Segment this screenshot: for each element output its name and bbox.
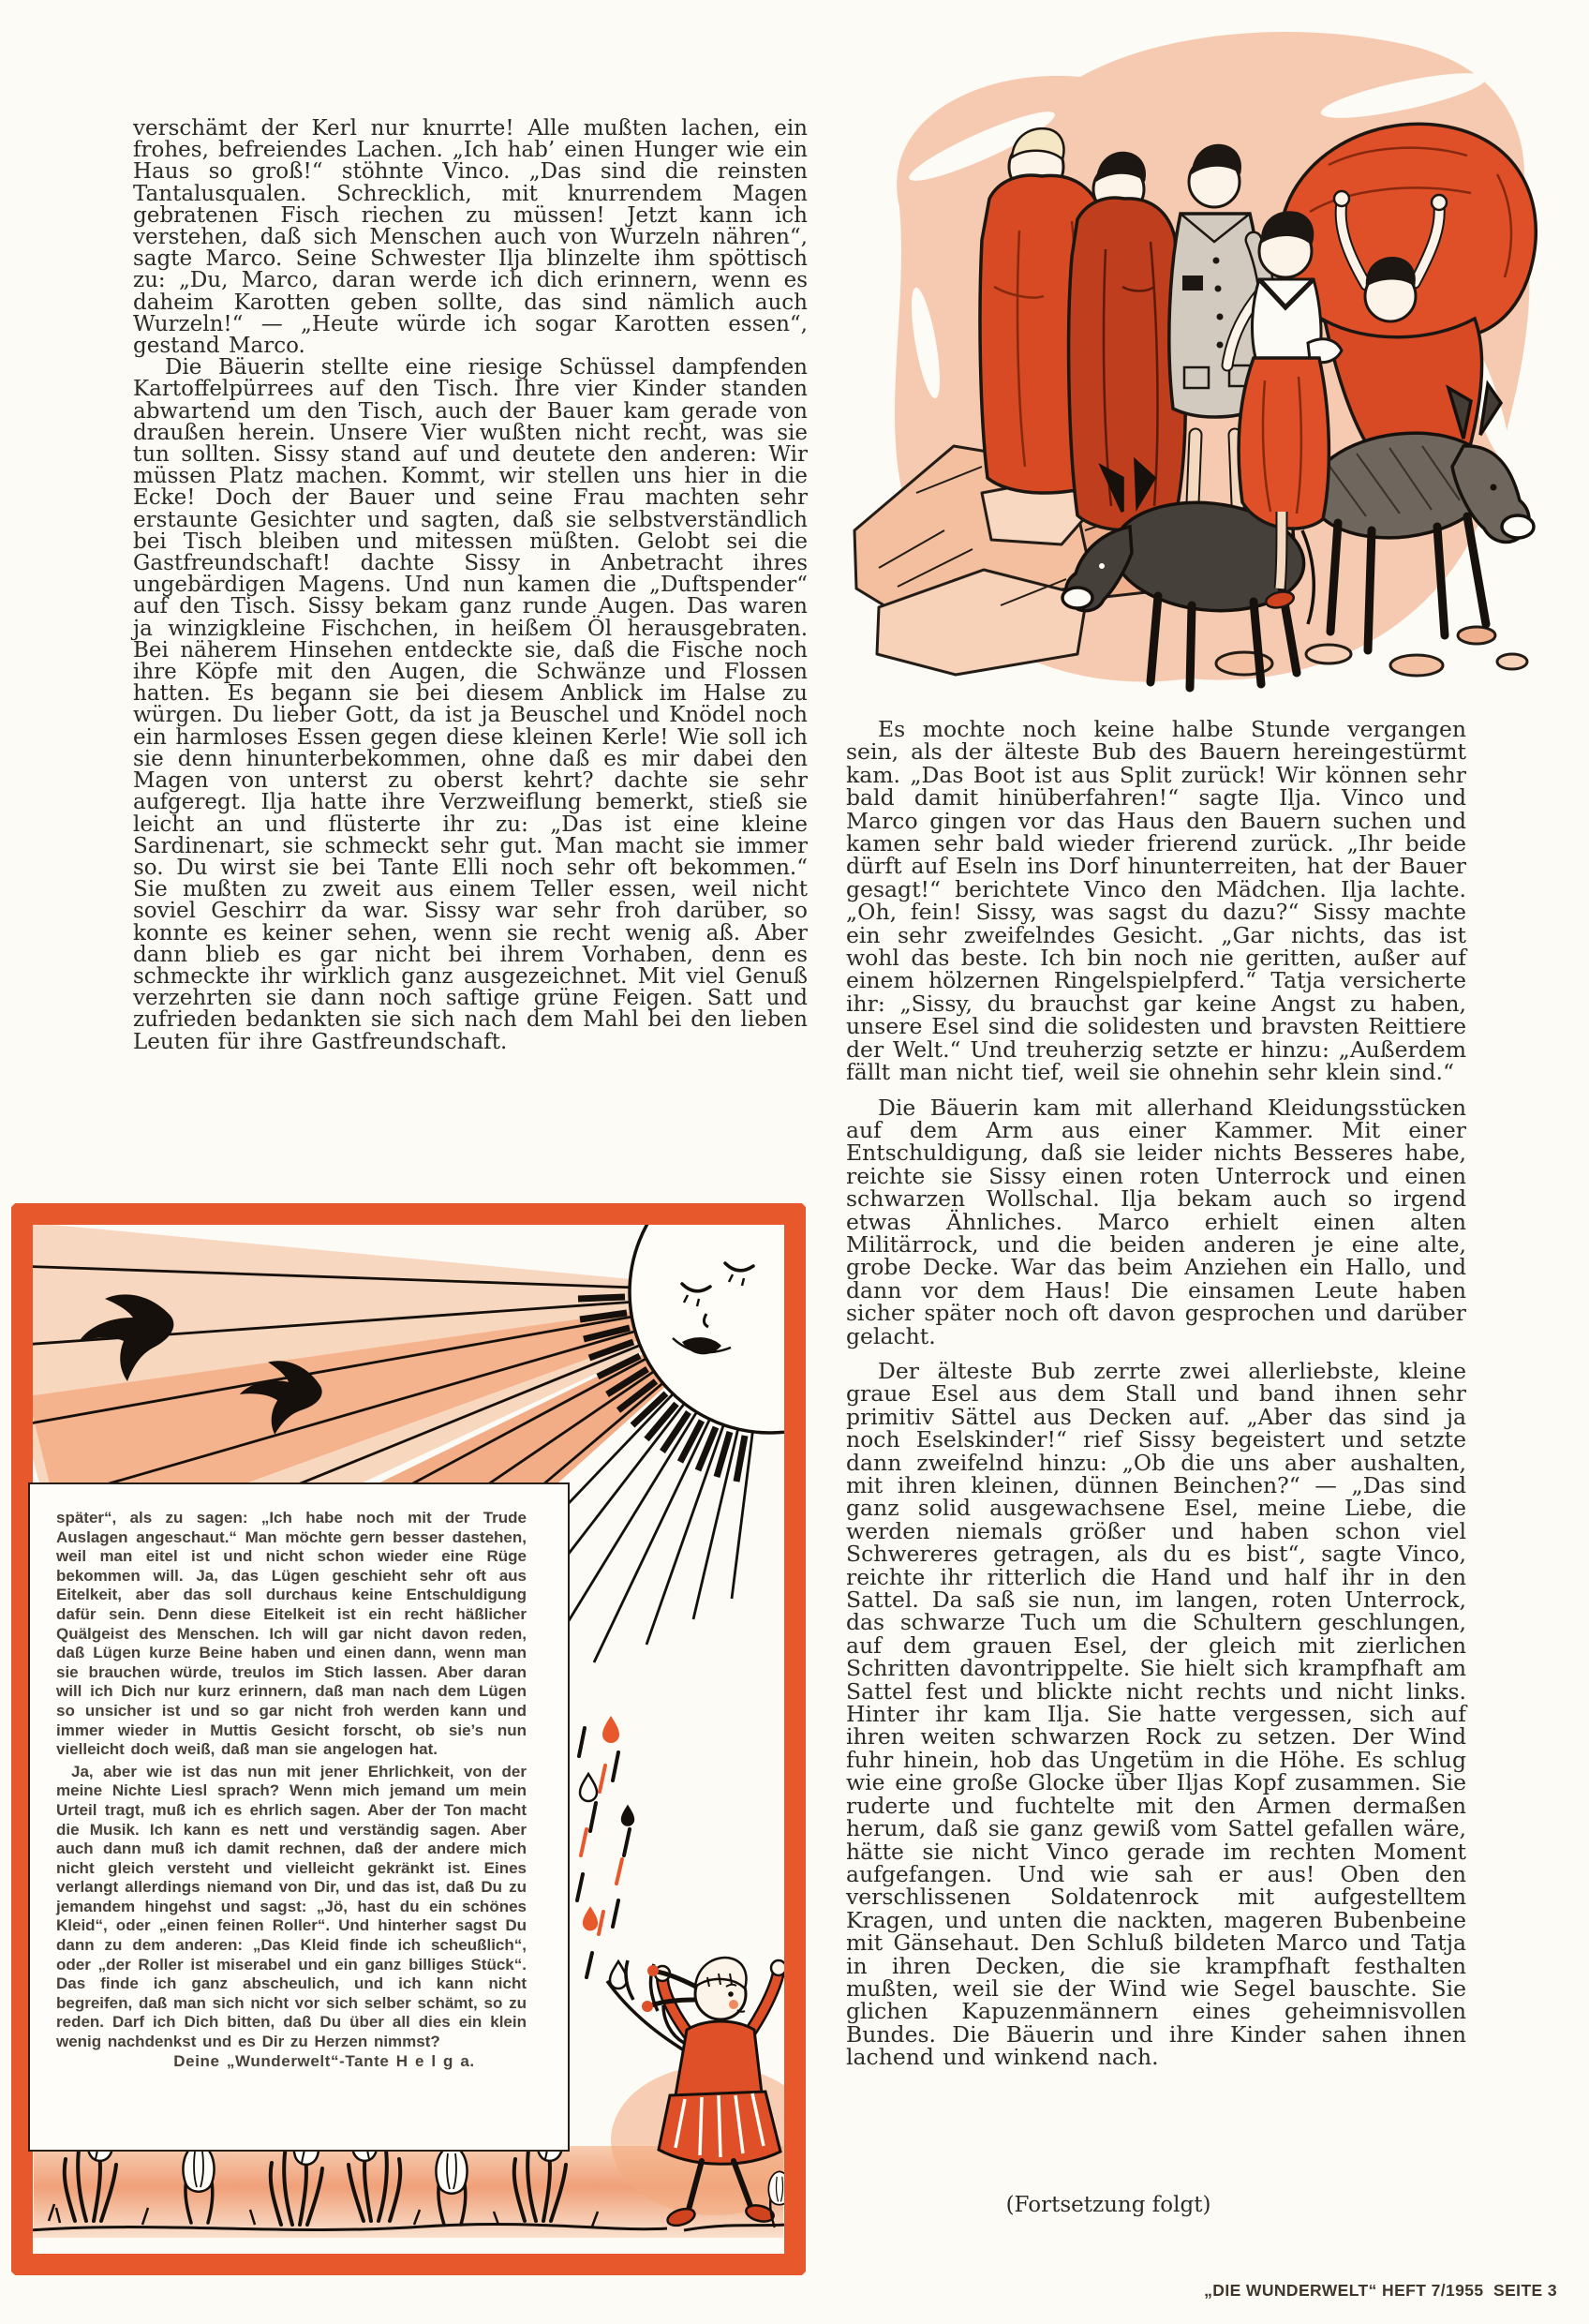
advice-paragraph: Ja, aber wie ist das nun mit jener Ehrlichkeit, von der meine Nichte Liesl sprach? Wenn mich jemand um mein Urteil tragt, muß ich es ehrlich sagen. Aber der Ton macht die Musik. Ich kann es nett und verständig sagen. Aber auch dann muß ich damit rechnen, daß der andere mich nicht gleich versteht und vielleicht gekränkt ist. Eines verlangt allerdings niemand von Dir, und das ist, daß Du zu jemandem hingehst und sagst: „Jö, hast du ein schönes Kleid“, oder „einen feinen Roller“. Und hinterher sagst Du dann zu dem anderen: „Das Kleid finde ich scheußlich“, oder „der Roller ist miserabel und ein ganz billiges Stück“. Das finde ich ganz abscheulich, und ich kann nicht begreifen, daß man sich nicht vor sich selber schämt, so zu reden. Darf ich Dich bitten, daß Du über all dies ein klein wenig nachdenkst und es Dir zu Herzen nimmst?: [56, 1762, 527, 2051]
raindrop-icon: [580, 1774, 597, 1801]
footer-credit: „DIE WUNDERWELT“ HEFT 7/1955 SEITE 3: [1204, 2281, 1557, 2300]
continuation-note: (Fortsetzung folgt): [1005, 2193, 1211, 2217]
advice-text-panel: [28, 1482, 570, 2152]
sun-icon: [630, 1203, 806, 1433]
children-and-donkeys-illustration: [841, 6, 1555, 701]
rain-streaks: [577, 1728, 630, 1977]
story-left-column: [133, 118, 808, 1053]
story-paragraph: Die Bäuerin kam mit allerhand Kleidungsstücken auf dem Arm aus einer Kammer. Mit einer Entschuldigung, daß sie leider nichts Besseres habe, reichte sie Sissy einen roten Unterrock und einen schwarzen Wollschal. Ilja bekam auch so irgend etwas Ähnliches. Marco erhielt einen alten Militärrock, und die beiden anderen je eine alte, grobe Decke. War das beim Anziehen ein Hallo, und dann vor dem Haus! Die einsamen Leute haben sicher später noch oft davon gesprochen und darüber gelacht.: [846, 1094, 1466, 1349]
story-right-column: [846, 718, 1466, 2069]
story-paragraph: Es mochte noch keine halbe Stunde vergangen sein, als der älteste Bub des Bauern hereingestürmt kam. „Das Boot ist aus Split zurück! Wir können sehr bald damit hinüberfahren!“ sagte Ilja. Vinco und Marco gingen vor das Haus den Bauern suchen und kamen sehr bald wieder frierend zurück. „Ihr beide dürft auf Eseln ins Dorf hinunterreiten, hat der Bauer gesagt!“ berichtete Vinco den Mädchen. Ilja lachte. „Oh, fein! Sissy, was sagst du dazu?“ Sissy machte ein sehr zweifelndes Gesicht. „Gar nichts, das ist wohl das beste. Ich bin noch nie geritten, außer auf einem hölzernen Ringelspielpferd.“ Tatja versicherte ihr: „Sissy, du brauchst gar keine Angst zu haben, unsere Esel sind die solidesten und bravsten Reittiere der Welt.“ Und treuherzig setzte er hinzu: „Außerdem fällt man nicht tief, weil sie ohnehin sehr klein sind.“: [846, 716, 1466, 1086]
advice-box: [11, 1203, 806, 2275]
raindrop-icon: [583, 1906, 598, 1930]
story-paragraph: Der älteste Bub zerrte zwei allerliebste, kleine graue Esel aus dem Stall und band ihnen sehr primitiv Sättel aus Decken auf. „Aber das sind ja noch Eselskinder!“ rief Sissy begeistert und setzte dann zweifelnd hinzu: „Ob die uns aber aushalten, mit ihren kleinen, dünnen Beinchen?“ — „Das sind ganz solid ausgewachsene Esel, meine Liebe, die werden niemals größer und haben schon viel Schwereres getragen, als du es bist“, sagte Vinco, reichte ihr ritterlich die Hand und half ihr in den Sattel. Da saß sie nun, im langen, roten Unterrock, das schwarze Tuch um die Schultern geschlungen, auf dem grauen Esel, der gleich mit zierlichen Schritten davontrippelte. Sie hielt sich krampfhaft am Sattel fest und blickte nicht rechts und nicht links. Hinter ihr kam Ilja. Sie hatte vergessen, sich auf ihren weiten schwarzen Rock zu setzen. Der Wind fuhr hinein, hob das Ungetüm in die Höhe. Es schlug wie eine große Glocke über Iljas Kopf zusammen. Sie ruderte und fuchtelte mit den Armen dermaßen herum, daß sie ganz gewiß vom Sattel gefallen wäre, hätte sie nicht Vinco gerade im rechten Moment aufgefangen. Und wie sah er aus! Oben den verschlissenen Soldatenrock mit aufgestelltem Kragen, und unten die nackten, mageren Bubenbeine mit Gänsehaut. Den Schluß bildeten Marco und Tatja in ihren Decken, die sie krampfhaft festhalten mußten, weil sie der Wind wie Segel bauschte. Sie glichen Kapuzenmännern eines geheimnisvollen Bundes. Die Bäuerin und ihre Kinder sahen ihnen lachend und winkend nach.: [846, 1357, 1466, 2071]
raindrop-icon: [602, 1716, 619, 1743]
advice-paragraph: später“, als zu sagen: „Ich habe noch mit der Trude Auslagen angeschaut.“ Man möchte gern besser dastehen, weil man eitel ist und nicht schon wieder eine Rüge bekommen will. Ja, das Lügen geschieht sehr oft aus Eitelkeit, aber das soll durchaus keine Entschuldigung dafür sein. Denn diese Eitelkeit ist ein recht häßlicher Quälgeist des Menschen. Ich will gar nicht davon reden, daß Lügen kurze Beine haben und einen dann, wenn man sie brauchen würde, treulos im Stich lassen. Aber daran will ich Dich nur kurz erinnern, daß man nach dem Lügen so unsicher ist und so gar nicht froh werden kann und immer wieder in Muttis Gesicht forscht, ob sie’s nun vielleicht doch weiß, daß man sie angelogen hat.: [56, 1509, 527, 1759]
raindrop-icon: [621, 1805, 634, 1826]
story-paragraph: verschämt der Kerl nur knurrte! Alle mußten lachen, ein frohes, befreiendes Lachen. „Ich hab’ einen Hunger wie ein Haus so groß!“ stöhnte Vinco. „Das sind die reinsten Tantalusqualen. Schrecklich, mit knurrendem Magen gebratenen Fisch riechen zu müssen! Jetzt kann ich verstehen, daß sich Menschen auch von Wurzeln nähren“, sagte Marco. Seine Schwester Ilja blinzelte ihm spöttisch zu: „Du, Marco, daran werde ich dich erinnern, wenn es daheim Karotten geben sollte, das sind nämlich auch Wurzeln!“ — „Heute würde ich sogar Karotten essen“, gestand Marco.: [133, 116, 808, 359]
advice-signature: Deine „Wunderwelt“-Tante H e l g a.: [173, 2051, 475, 2070]
story-paragraph: Die Bäuerin stellte eine riesige Schüssel dampfenden Kartoffelpürrees auf den Tisch. Ihre vier Kinder standen abwartend um den Tisch, auch der Bauer kam gerade von draußen herein. Unsere Vier wußten nicht recht, was sie tun sollten. Sissy stand auf und deutete den anderen: Wir müssen Platz machen. Kommt, wir stellen uns hier in die Ecke! Doch der Bauer und seine Frau machten sehr erstaunte Gesichter und sagten, daß sie selbstverständlich bei Tisch bleiben und mitessen müßten. Gelobt sei die Gastfreundschaft! dachte Sissy in Anbetracht ihres ungebärdigen Magens. Und nun kamen die „Duftspender“ auf den Tisch. Sissy bekam ganz runde Augen. Das waren ja winzigkleine Fischchen, in heißem Öl herausgebraten. Bei näherem Hinsehen entdeckte sie, daß die Fische noch ihre Köpfe mit den Augen, die Schwänze und Flossen hatten. Es begann sie bei diesem Anblick im Halse zu würgen. Du lieber Gott, da ist ja Beuschel und Knödel noch ein harmloses Essen gegen diese kleinen Kerle! Wie soll ich sie denn hinunterbekommen, ohne daß es mir dabei den Magen von unterst zu oberst kehrt? dachte sie sehr aufgeregt. Ilja hatte ihre Verzweiflung bemerkt, stieß sie leicht an und flüsterte ihr zu: „Das ist eine kleine Sardinenart, sie schmeckt sehr gut. Man macht sie immer so. Du wirst sie bei Tante Elli noch sehr oft bekommen.“ Sie mußten zu zweit aus einem Teller essen, weil nicht soviel Geschirr da war. Sissy war sehr froh darüber, so konnte es keiner sehen, wenn sie recht wenig aß. Aber dann blieb es gar nicht bei ihrem Vorhaben, denn es schmeckte ihr wirklich ganz ausgezeichnet. Mit viel Genuß verzehrten sie dann noch saftige grüne Feigen. Satt und zufrieden bedankten sie sich nach dem Mahl bei den lieben Leuten für ihre Gastfreundschaft.: [133, 355, 808, 1054]
